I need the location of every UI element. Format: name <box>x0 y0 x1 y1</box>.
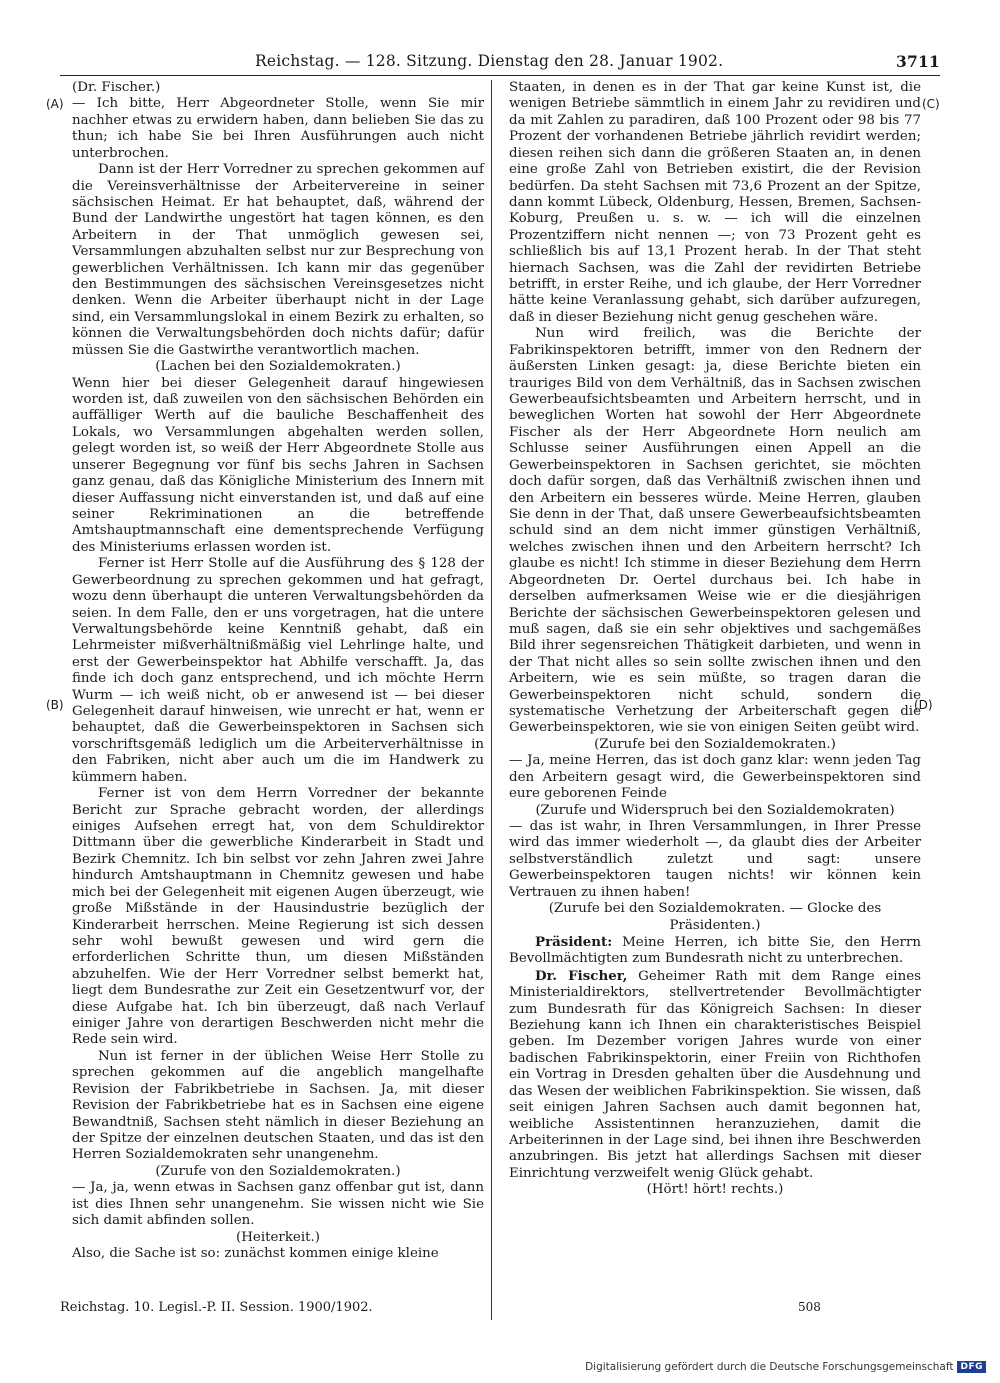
paragraph-text: (Heiterkeit.) <box>236 1229 320 1245</box>
left-column <box>72 80 484 1262</box>
paragraph-text: (Dr. Fischer.) <box>72 80 161 95</box>
left-column-paragraph <box>72 556 484 786</box>
paragraph-text: (Zurufe von den Sozialdemokraten.) <box>155 1163 401 1179</box>
column-divider <box>491 80 492 1320</box>
header-rule <box>60 75 940 76</box>
paragraph-text: Ferner ist von dem Herrn Vorredner der bekannte Bericht zur Sprache gebracht worden, der allerdings einiges Aufsehen erregt hat, von dem Schuldirektor Dittmann über die gewerbliche Kinderarbeit in Stadt und Bezirk Chemnitz. Ich bin selbst vor zehn Jahren zwei Jahre hindurch Amtshauptmann in Chemnitz gewesen und habe mich bei der Gelegenheit mit eigenen Augen überzeugt, wie große Mißstände in der Hausindustrie bezüglich der Kinderarbeit herrschen. Meine Regierung ist sich dessen sehr wohl bewußt gewesen und wird gern die erforderlichen Schritte thun, um diesen Mißständen abzuhelfen. Wie der Herr Vorredner selbst bemerkt hat, liegt dem Bundesrathe zur Zeit ein Gesetzentwurf vor, der diese Aufgabe hat. Ich bin überzeugt, daß nach Verlauf einiger Jahre von derartigen Beschwerden nicht mehr die Rede sein wird. <box>72 786 484 1048</box>
margin-marker-d: (D) <box>914 698 933 712</box>
right-column-paragraph <box>509 803 921 819</box>
right-column-paragraph <box>509 968 921 1182</box>
right-column-paragraph <box>509 819 921 901</box>
header-title: Reichstag. — 128. Sitzung. Dienstag den 28. Januar 1902. <box>255 52 724 70</box>
paragraph-text: Dann ist der Herr Vorredner zu sprechen gekommen auf die Vereinsverhältnisse der Arbeitervereine in seiner sächsischen Heimat. Er hat behauptet, daß, während der Bund der Landwirthe ungestört hat tagen können, es den Arbeitern in der That unmöglich gewesen sei, Versammlungen abzuhalten selbst nur zur Besprechung von gewerblichen Verhältnissen. Ich kann mir das gegenüber den Bestimmungen des sächsischen Vereinsgesetzes nicht denken. Wenn die Arbeiter überhaupt nicht in der Lage sind, ein Versammlungslokal in einem Bezirk zu erhalten, so können die Verwaltungsbehörden doch nichts dafür; dafür müssen Sie die Gastwirthe verantwortlich machen. <box>72 162 484 358</box>
paragraph-text: (Lachen bei den Sozialdemokraten.) <box>155 359 401 375</box>
right-column-paragraph <box>509 737 921 753</box>
left-column-paragraph <box>72 1180 484 1229</box>
paragraph-text: Nun ist ferner in der üblichen Weise Herr Stolle zu sprechen gekommen auf die angeblich mangelhafte Revision der Fabrikbetriebe in Sachsen. Ja, mit dieser Revision der Fabrikbetriebe hat es in Sachsen eine eigene Bewandtniß, Sachsen steht nämlich in dieser Beziehung an der Spitze der einzelnen deutschen Staaten, und das ist den Herren Sozialdemokraten sehr unangenehm. <box>72 1048 484 1163</box>
paragraph-text: Nun wird freilich, was die Berichte der Fabrikinspektoren betrifft, immer von den Rednern der äußersten Linken gesagt: ja, diese Berichte bieten ein trauriges Bild von dem Verhältniß, das in Sachsen zwischen Gewerbeaufsichtsbeamten und Arbeitern herrscht, und in beweglichen Worten hat sowohl der Herr Abgeordnete Fischer als der Herr Abgeordnete Horn neulich am Schlusse seiner Ausführungen einen Appell an die Gewerbeinspektoren in Sachsen gerichtet, sie möchten doch dafür sorgen, daß das Verhältniß zwischen ihnen und den Arbeitern ein besseres würde. Meine Herren, glauben Sie denn in der That, daß unsere Gewerbeaufsichtsbeamten schuld sind an dem nicht immer günstigen Verhältniß, welches zwischen ihnen und den Arbeitern herrscht? Ich glaube es nicht! Ich stimme in dieser Beziehung dem Herrn Abgeordneten Dr. Oertel durchaus bei. Ich habe in derselben aufmerksamen Weise wie er die diesjährigen Berichte der sächsischen Gewerbeinspektoren gelesen und muß sagen, daß sie ein sehr objektives und sachgemäßes Bild ihrer segensreichen Thätigkeit darbieten, und wenn in der That nicht alles so sein sollte zwischen ihnen und den Arbeitern, wie es sein müßte, so tragen daran die Gewerbeinspektoren nicht schuld, sondern die systematische Verhetzung der Arbeiterschaft gegen die Gewerbeinspektoren, wie sie von einigen Seiten geübt wird. <box>509 326 921 736</box>
margin-marker-b: (B) <box>46 698 64 712</box>
paragraph-text: — Ja, meine Herren, das ist doch ganz klar: wenn jeden Tag den Arbeitern gesagt wird, die Gewerbeinspektoren sind eure geborenen Feinde <box>509 753 921 802</box>
left-column-paragraph <box>72 376 484 557</box>
running-header <box>60 52 940 74</box>
paragraph-text: — Ja, ja, wenn etwas in Sachsen ganz offenbar gut ist, dann ist dies Ihnen sehr unangenehm. Sie wissen nicht wie Sie sich damit abfinden sollen. <box>72 1180 484 1229</box>
paragraph-text: Staaten, in denen es in der That gar keine Kunst ist, die wenigen Betriebe sämmtlich in einem Jahr zu revidiren und da mit Zahlen zu paradiren, daß 100 Prozent oder 98 bis 77 Prozent der vorhandenen Betriebe jährlich revidirt werden; diesen reihen sich dann die größeren Staaten an, in denen eine große Zahl von Betrieben existirt, die der Revision bedürfen. Da steht Sachsen mit 73,6 Prozent an der Spitze, dann kommt Lübeck, Oldenburg, Hessen, Bremen, Sachsen-Koburg, Preußen u. s. w. — ich will die einzelnen Prozentziffern nicht nennen —; von 73 Prozent geht es schließlich bis auf 13,1 Prozent herab. In der That steht hiernach Sachsen, was die Zahl der revidirten Betriebe betrifft, in erster Reihe, und ich glaube, der Herr Vorredner hätte keine Veranlassung gehabt, sich darüber aufzuregen, daß in dieser Beziehung nicht genug geschehen wäre. <box>509 80 921 325</box>
paragraph-text: Wenn hier bei dieser Gelegenheit darauf hingewiesen worden ist, daß zuweilen von den sächsischen Behörden ein auffälliger Werth auf die bauliche Beschaffenheit des Lokals, wo Versammlungen abgehalten werden sollen, gelegt worden ist, so weiß der Herr Abgeordnete Stolle aus unserer Begegnung vor fünf bis sechs Jahren in Sachsen ganz genau, daß das Königliche Ministerium des Innern mit dieser Auffassung nicht einverstanden ist, und daß auf eine seiner Rekriminationen an die betreffende Amtshauptmannschaft eine dementsprechende Verfügung des Ministeriums erlassen worden ist. <box>72 375 484 555</box>
digitization-credit <box>585 1361 986 1373</box>
dfg-logo-icon: DFG <box>957 1361 986 1373</box>
paragraph-text: (Zurufe bei den Sozialdemokraten.) <box>594 736 836 752</box>
paragraph-text: Ferner ist Herr Stolle auf die Ausführung des § 128 der Gewerbeordnung zu sprechen gekommen und hat gefragt, wozu denn überhaupt die unteren Verwaltungsbehörden da seien. In dem Falle, den er uns vorgetragen, hat die untere Verwaltungsbehörde keine Kenntniß gehabt, daß ein Lehrmeister mißverhältnißmäßig viel Lehrlinge halte, und erst der Gewerbeinspektor hat Abhilfe verschafft. Ja, das finde ich doch ganz entsprechend, und ich möchte Herrn Wurm — ich weiß nicht, ob er anwesend ist — bei dieser Gelegenheit darauf hinweisen, wie unrecht er hat, wenn er behauptet, daß die Gewerbeinspektoren in Sachsen sich vorschriftsgemäß lediglich um die Arbeiterverhältnisse in den Fabriken, nicht aber auch um die im Handwerk zu kümmern haben. <box>72 556 484 785</box>
right-column <box>509 80 921 1199</box>
right-column-paragraph <box>509 934 921 968</box>
paragraph-text: — das ist wahr, in Ihren Versammlungen, in Ihrer Presse wird das immer wiederholt —, da glaubt dies der Arbeiter selbstverständlich zuletzt und sagt: unsere Gewerbeinspektoren taugen nichts! wir können kein Vertrauen zu ihnen haben! <box>509 818 921 900</box>
speaker-label: Dr. Fischer, <box>535 967 628 984</box>
left-column-paragraph <box>72 1230 484 1246</box>
left-column-paragraph <box>72 96 484 162</box>
right-column-paragraph <box>509 1182 921 1198</box>
paragraph-text: (Hört! hört! rechts.) <box>646 1182 784 1198</box>
right-column-paragraph <box>509 753 921 802</box>
left-column-paragraph <box>72 786 484 1049</box>
left-column-paragraph <box>72 1246 484 1262</box>
credit-text: Digitalisierung gefördert durch die Deutsche Forschungsgemeinschaft <box>585 1361 954 1373</box>
paragraph-text: (Zurufe bei den Sozialdemokraten. — Glocke des Präsidenten.) <box>548 901 882 933</box>
footer-sheet-number: 508 <box>798 1300 821 1314</box>
left-column-paragraph <box>72 1049 484 1164</box>
left-column-paragraph <box>72 162 484 359</box>
page-number: 3711 <box>896 52 940 71</box>
footer-session: Reichstag. 10. Legisl.-P. II. Session. 1900/1902. <box>60 1300 373 1315</box>
paragraph-text: Also, die Sache ist so: zunächst kommen einige kleine <box>72 1245 439 1261</box>
right-column-paragraph <box>509 80 921 326</box>
speaker-label: Präsident: <box>535 933 613 950</box>
left-column-paragraph <box>72 359 484 375</box>
left-column-paragraph <box>72 80 484 96</box>
right-column-paragraph <box>509 901 921 934</box>
paragraph-text: — Ich bitte, Herr Abgeordneter Stolle, wenn Sie mir nachher etwas zu erwidern haben, dann belieben Sie das zu thun; ich habe Sie bei Ihren Ausführungen auch nicht unterbrochen. <box>72 96 484 161</box>
margin-marker-a: (A) <box>46 97 64 111</box>
paragraph-text: Geheimer Rath mit dem Range eines Ministerialdirektors, stellvertretender Bevollmächtigter zum Bundesrath für das Königreich Sachsen: In dieser Beziehung kann ich Ihnen ein charakteristisches Beispiel geben. Im Dezember vorigen Jahres wurde von einer badischen Fabrikinspektorin, einer Freiin von Richthofen ein Vortrag in Dresden gehalten über die Ausdehnung und das Wesen der weiblichen Fabrikinspektion. Sie wissen, daß seit einigen Jahren Sachsen auch damit begonnen hat, weibliche Assistentinnen heranzuziehen, damit die Arbeiterinnen in der Lage sind, bei ihnen ihre Beschwerden anzubringen. Bis jetzt hat allerdings Sachsen mit dieser Einrichtung verzweifelt wenig Glück gehabt. <box>509 968 922 1181</box>
paragraph-text: Meine Herren, ich bitte Sie, den Herrn Bevollmächtigten zum Bundesrath nicht zu unterbrechen. <box>509 934 921 967</box>
margin-marker-c: (C) <box>922 97 940 111</box>
right-column-paragraph <box>509 326 921 737</box>
left-column-paragraph <box>72 1164 484 1180</box>
paragraph-text: (Zurufe und Widerspruch bei den Sozialdemokraten) <box>535 802 895 818</box>
